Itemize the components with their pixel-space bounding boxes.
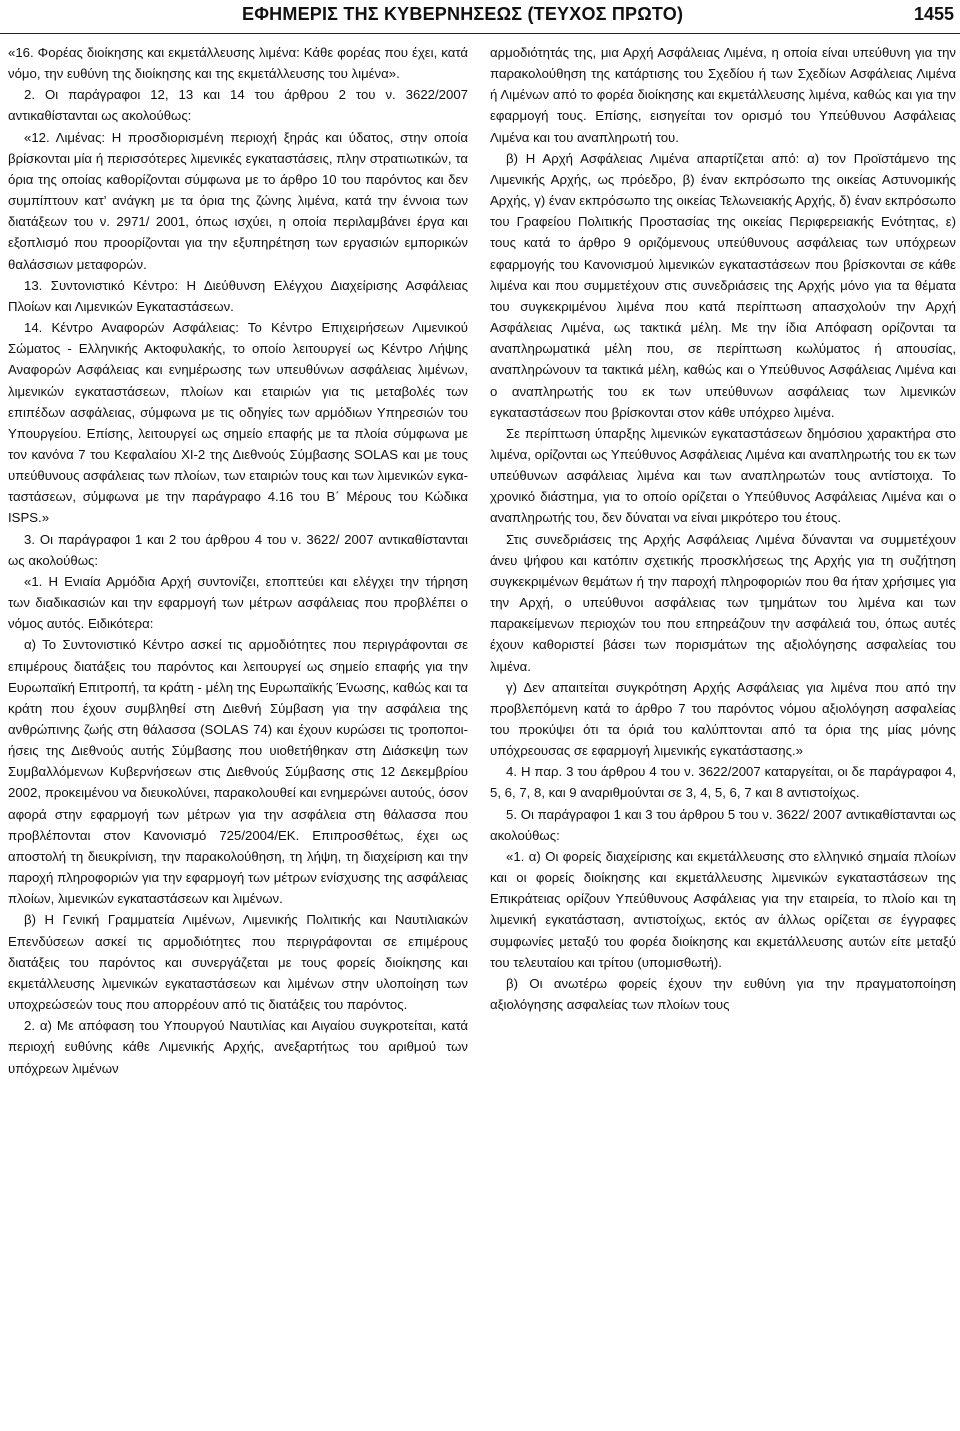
paragraph: αρμοδιότητάς της, μια Αρχή Ασφάλειας Λιμένα, η οποία είναι υπεύθυνη για την παρακολούθηση της κατάρτισης του Σχεδίου ή των Σχεδίων Ασφάλειας Λιμένα ή Λιμένων από το φορέα διοίκησης και εκμετάλλευσης λιμένα, καθώς και για την εφαρμογή τους. Επίσης, εισηγείται τον ορισμό του Υπεύθυνου Ασφάλειας Λιμένα και του αναπληρωτή του. bbox=[490, 45, 956, 145]
page-header bbox=[0, 0, 960, 34]
paragraph: 3. Οι παράγραφοι 1 και 2 του άρθρου 4 του ν. 3622/ 2007 αντικαθίστανται ως ακολούθως: bbox=[8, 531, 468, 568]
paragraph: Σε περίπτωση ύπαρξης λιμενικών εγκαταστάσεων δημόσιου χαρακτήρα στο λιμένα, ορίζονται ως Υπεύθυνος Ασφάλειας Λιμένα και αναπληρωτής του εκ των υπεύθυνων ασφάλειας λιμένα και των αναπληρωτών τους αντίστοιχα. Το χρονικό διάστημα, για το οποίο ορίζεται ο Υπεύθυνος Ασφάλειας Λιμένα και ο αναπληρωτής του, δεν δύναται να είναι μικρότερο του έτους. bbox=[490, 425, 956, 526]
paragraph: 13. Συντονιστικό Κέντρο: Η Διεύθυνση Ελέγχου Διαχείρισης Ασφάλειας Πλοίων και Λιμενικών Εγκαταστάσεων. bbox=[8, 277, 468, 314]
paragraph: «16. Φορέας διοίκησης και εκμετάλλευσης λιμένα: Κάθε φορέας που έχει, κατά νόμο, την ευθύνη της διοίκησης και της εκμετάλλευσης του λιμένα». bbox=[8, 45, 468, 82]
paragraph: 2. Οι παράγραφοι 12, 13 και 14 του άρθρου 2 του ν. 3622/2007 αντικαθίστανται ως ακολούθως: bbox=[8, 87, 468, 124]
paragraph: α) Το Συντονιστικό Κέντρο ασκεί τις αρμοδιότητες που περιγράφονται σε επιμέρους διατάξεις του παρόντος και λειτουργεί ως σημείο επαφής για την Ευρωπαϊκή Επιτροπή, τα κράτη - μέλη της Ευρωπαϊκής Ένωσης, καθώς και τα κράτη που έχουν συμβληθεί στη Διεθνή Σύμβαση για την ασφάλεια της ανθρώπινης ζωής στη θάλασσα (SOLAS 74) και έχουν κυρώσει τις τροποποιήσεις της Διεθνούς αυτής Σύμβασης που υιοθετήθηκαν στη Διάσκεψη των Συμβαλλόμενων Κυβερνήσεων στις Διεθνούς Σύμβασης στις 12 Δεκεμβρίου 2002, προκειμένου να διευκολύνει, παρακολουθεί και ενημερώνει αυτούς, όσον αφορά στην εφαρμογή των μέτρων για την ασφάλεια στη θάλασσα που προβλέπονται στον Κανονισμό 725/2004/ΕΚ. Επιπροσθέτως, έχει ως αποστολή τη διευκρίνιση, την παρακολούθηση, τη λήψη, τη διαχείριση και την παροχή πληροφοριών για την εφαρμογή των μέτρων ενίσχυσης της ασφάλειας πλοίων, λιμενικών εγκαταστάσεων και λιμένων. bbox=[8, 637, 468, 907]
paragraph: β) Η Αρχή Ασφάλειας Λιμένα απαρτίζεται από: α) τον Προϊστάμενο της Λιμενικής Αρχής, ως πρόεδρο, β) έναν εκπρόσωπο της οικείας Αστυνομικής Αρχής, γ) έναν εκπρόσωπο της οικείας Τελωνειακής Αρχής, δ) έναν εκπρόσωπο του Γραφείου Πολιτικής Προστασίας της οικείας Περιφερειακής Ενότητας, ε) τους κατά το άρθρο 9 οριζόμενους υπεύθυνους ασφάλειας των υπόχρεων εφαρμογής του Κανονισμού λιμενικών εγκαταστάσεων που βρίσκονται σε κάθε λιμένα και που συμμετέχουν στις συνεδριάσεις της Αρχής μόνο για τα θέματα του συγκεκριμένου λιμένα που κατά περίπτωση απασχολούν την Αρχή Ασφάλειας Λιμένα, ως τακτικά μέλη. Με την ίδια Απόφαση ορίζονται τα αναπληρωματικά μέλη που, σε περίπτωση κωλύματος ή απουσίας, αναπληρώνουν τα τακτικά μέλη, καθώς και ο Υπεύθυνος Ασφάλειας Λιμένα και ο αναπληρωτής του εκ των υπεύθυνων ασφάλειας των λιμενικών εγκαταστάσεων που βρίσκονται στον κάθε υπόχρεο λιμένα. bbox=[490, 150, 956, 420]
paragraph: β) Οι ανωτέρω φορείς έχουν την ευθύνη για την πραγματοποίηση αξιολόγησης ασφαλείας των πλοίων τους bbox=[490, 975, 956, 1013]
paragraph: 14. Κέντρο Αναφορών Ασφάλειας: Το Κέντρο Επιχειρήσεων Λιμενικού Σώματος - Ελληνικής Ακτοφυλακής, το οποίο λειτουργεί ως Κέντρο Λήψης Αναφορών Ασφάλειας και ενημέρωσης των υπευθύνων ασφάλειας λιμένων, λιμενικών εγκαταστάσεων, πλοίων και εταιριών για τις μεταβολές των επιπέδων ασφάλειας, σύμφωνα με τις οδηγίες των αρμόδιων Υπηρεσιών του Υπουργείου. Επίσης, λειτουργεί ως σημείο επαφής με τα πλοία σύμφωνα με τον κανόνα 7 του Κεφαλαίου XI-2 της Διεθνούς Σύμβασης SOLAS και με τους υπεύθυνους ασφάλειας των πλοίων, των εταιριών τους και των λιμενικών εγκαταστάσεων, σύμφωνα με την παράγραφο 4.16 του Β΄ Μέρους του Κώδικα ISPS.» bbox=[8, 320, 468, 526]
paragraph: «1. α) Οι φορείς διαχείρισης και εκμετάλλευσης στο ελληνικό σημαία πλοίων και οι φορείς διοίκησης και εκμετάλλευσης λιμενικών εγκαταστάσεων της Επικράτειας ορίζουν Υπεύθυνους Ασφάλειας για την εταιρεία, το πλοίο και τη λιμενική εγκατάσταση, αντιστοίχως, εκτός αν άλλως ορίζεται σε έγγραφες συμφωνίες μεταξύ του φορέα διοίκησης και εκμετάλλευσης αυτών είτε μεταξύ του τελευταίου και τρίτου (υπομισθωτή). bbox=[490, 848, 956, 970]
paragraph: «1. Η Ενιαία Αρμόδια Αρχή συντονίζει, εποπτεύει και ελέγχει την τήρηση των διαδικασιών και την εφαρμογή των μέτρων ασφάλειας που προβλέπει ο νόμος αυτός. Ειδικότερα: bbox=[8, 573, 468, 632]
right-column bbox=[490, 42, 956, 1428]
left-column bbox=[8, 42, 468, 1428]
gazette-title: ΕΦΗΜΕΡΙΣ ΤΗΣ ΚΥΒΕΡΝΗΣΕΩΣ (ΤΕΥΧΟΣ ΠΡΩΤΟ) bbox=[242, 4, 684, 24]
paragraph: β) Η Γενική Γραμματεία Λιμένων, Λιμενικής Πολιτικής και Ναυτιλιακών Επενδύσεων ασκεί τις αρμοδιότητες που περιγράφονται σε επιμέρους διατάξεις του παρόντος και συνεργάζεται με τους φορείς διοίκησης και εκμετάλλευσης λιμενικών εγκαταστάσεων και λιμένων στην υλοποίηση των υποχρεώσεών τους που απορρέουν από τις διατάξεις του παρόντος. bbox=[8, 912, 468, 1013]
paragraph: 5. Οι παράγραφοι 1 και 3 του άρθρου 5 του ν. 3622/ 2007 αντικαθίστανται ως ακολούθως: bbox=[490, 806, 956, 843]
paragraph: 2. α) Με απόφαση του Υπουργού Ναυτιλίας και Αιγαίου συγκροτείται, κατά περιοχή ευθύνης κάθε Λιμενικής Αρχής, ανεξαρτήτως του αριθμού των υπόχρεων λιμένων bbox=[8, 1018, 468, 1076]
paragraph: «12. Λιμένας: Η προσδιορισμένη περιοχή ξηράς και ύδατος, στην οποία βρίσκονται μία ή περισσότερες λιμενικές εγκαταστάσεις, πλην στρατιωτικών, τα όρια της οποίας καθορίζονται σύμφωνα με το άρθρο 10 του παρόντος και δεν συμπίπτουν κατ’ ανάγκη με τα όρια της ζώνης λιμένα, κατά την έννοια των διατάξεων του ν. 2971/ 2001, όπως ισχύει, η οποία περιλαμβάνει έργα και εξοπλισμό που προορίζονται για την εξυπηρέτηση των εργασιών εμπορικών θαλάσσιων μεταφορών. bbox=[8, 129, 468, 272]
paragraph: Στις συνεδριάσεις της Αρχής Ασφάλειας Λιμένα δύνανται να συμμετέχουν άνευ ψήφου και κατόπιν σχετικής προσκλήσεως της Αρχής για τη συζήτηση συγκεκριμένων θεμάτων ή την παροχή πληροφοριών που θα ήταν χρήσιμες για την Αρχή, ο υπεύθυνοι ασφάλειας των τμημάτων του λιμένα και των παρακείμενων περιοχών του που επηρεάζουν την ασφάλειά του, όπως αυτές έχουν καθοριστεί βάσει των πορισμάτων της αξιολόγησης ασφαλείας του λιμένα. bbox=[490, 531, 956, 674]
page-number: 1455 bbox=[913, 4, 954, 24]
paragraph: 4. Η παρ. 3 του άρθρου 4 του ν. 3622/2007 καταργείται, οι δε παράγραφοι 4, 5, 6, 7, 8, και 9 αναριθμούνται σε 3, 4, 5, 6, 7 και 8 αντιστοίχως. bbox=[490, 764, 956, 801]
paragraph: γ) Δεν απαιτείται συγκρότηση Αρχής Ασφάλειας για λιμένα που από την προβλεπόμενη κατά το άρθρο 7 του παρόντος νόμου αξιολόγηση ασφαλείας του προκύψει ότι τα όριά του καλύπτονται από τα όρια της μίας μόνης υπόχρεουσας σε εφαρμογή λιμενικής εγκατάστασης.» bbox=[490, 679, 956, 759]
